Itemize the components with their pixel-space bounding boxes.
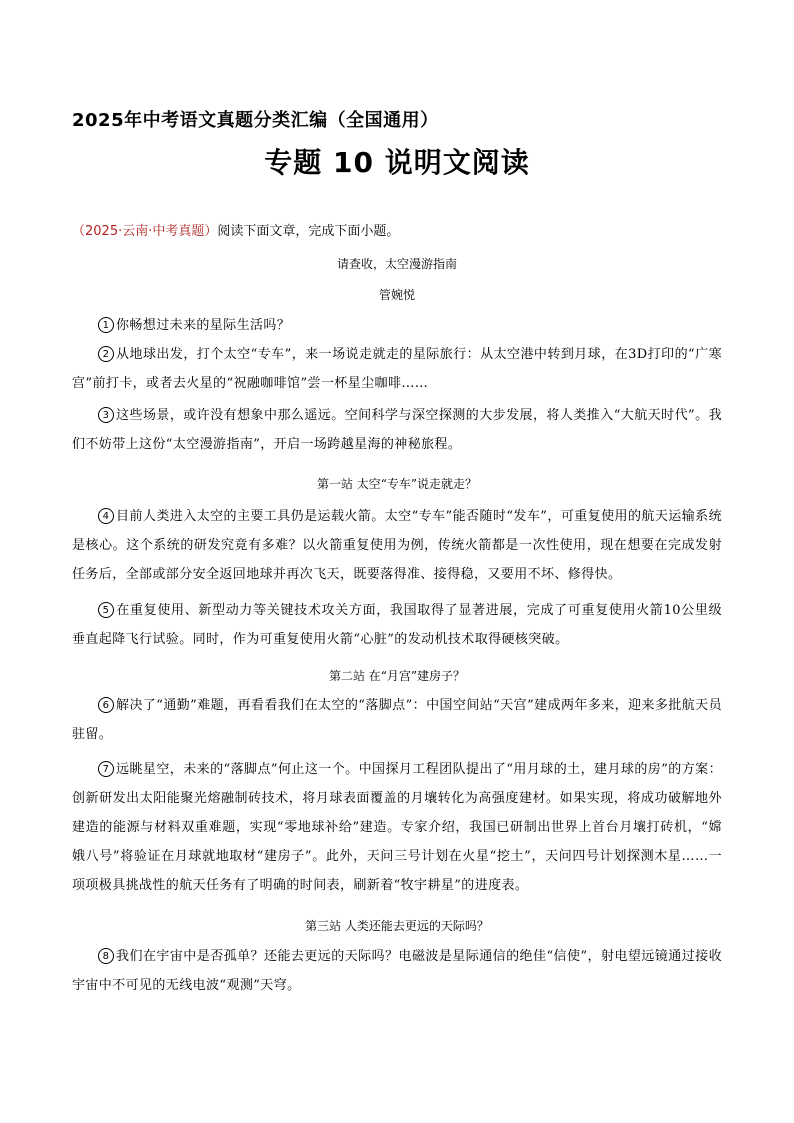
article-paragraph-3 [72, 401, 722, 459]
station-heading-3: 第三站 人类还能去更远的天际吗？ [305, 919, 489, 933]
question-instruction: 阅读下面文章，完成下面小题。 [217, 224, 400, 239]
paragraph-number-badge: 6 [98, 697, 114, 713]
paragraph-number-badge: 8 [98, 948, 114, 964]
article-author: 管婉悦 [378, 288, 415, 302]
paragraph-number-badge: 3 [98, 407, 114, 423]
paragraph-text: 远眺星空，未来的“落脚点”何止这一个。中国探月工程团队提出了“用月球的土，建月球的房”的方案：创新研发出太阳能聚光熔融制砖技术，将月球表面覆盖的月壤转化为高强度建材。如果实现，将成功破解地外建造的能源与材料双重难题，实现“零地球补给”建造。专家介绍，我国已研制出世界上首台月壤打砖机，“嫦娥八号”将验证在月球就地取材“建房子”。此外，天问三号计划在火星“挖土”，天问四号计划探测木星……一项项极具挑战性的航天任务有了明确的时间表，刷新着“牧宇耕星”的进度表。 [72, 762, 722, 893]
paragraph-text: 在重复使用、新型动力等关键技术攻关方面，我国取得了显著进展，完成了可重复使用火箭10公里级垂直起降飞行试验。同时，作为可重复使用火箭“心脏”的发动机技术取得硬核突破。 [72, 603, 722, 647]
article-paragraph-4 [72, 502, 722, 589]
article-paragraph-7 [72, 755, 722, 900]
article-paragraph-2 [72, 340, 722, 398]
paragraph-text: 我们在宇宙中是否孤单？还能去更远的天际吗？电磁波是星际通信的绝佳“信使”，射电望远镜通过接收宇宙中不可见的无线电波“观测”天穹。 [72, 949, 722, 993]
article-paragraph-1 [72, 311, 722, 340]
paragraph-number-badge: 1 [98, 317, 114, 333]
article-title: 请查收，太空漫游指南 [336, 257, 457, 271]
station-heading-1: 第一站 太空“专车”说走就走？ [316, 477, 478, 491]
article-paragraph-5 [72, 596, 722, 654]
question-source-tag: （2025·云南·中考真题） [72, 224, 218, 239]
paragraph-text: 目前人类进入太空的主要工具仍是运载火箭。太空“专车”能否随时“发车”，可重复使用的航天运输系统是核心。这个系统的研发究竟有多难？以火箭重复使用为例，传统火箭都是一次性使用，现在想要在完成发射任务后，全部或部分安全返回地球并再次飞天，既要落得准、接得稳，又要用不坏、修得快。 [72, 509, 722, 582]
document-sub-title: 专题 10 说明文阅读 [264, 146, 530, 179]
paragraph-number-badge: 5 [98, 602, 114, 618]
paragraph-text: 这些场景，或许没有想象中那么遥远。空间科学与深空探测的大步发展，将人类推入“大航天时代”。我们不妨带上这份“太空漫游指南”，开启一场跨越星海的神秘旅程。 [72, 408, 722, 452]
paragraph-number-badge: 4 [98, 508, 114, 524]
paragraph-text: 你畅想过未来的星际生活吗？ [116, 318, 291, 333]
article-paragraph-8 [72, 942, 722, 1000]
paragraph-number-badge: 2 [98, 346, 114, 362]
question-instruction-line [72, 220, 399, 239]
document-main-title: 2025年中考语文真题分类汇编（全国通用） [72, 110, 439, 131]
paragraph-text: 解决了“通勤”难题，再看看我们在太空的“落脚点”：中国空间站“天宫”建成两年多来，迎来多批航天员驻留。 [72, 698, 722, 742]
paragraph-number-badge: 7 [98, 761, 114, 777]
paragraph-text: 从地球出发，打个太空“专车”，来一场说走就走的星际旅行：从太空港中转到月球，在3D打印的“广寒宫”前打卡，或者去火星的“祝融咖啡馆”尝一杯星尘咖啡…… [72, 347, 722, 391]
article-paragraph-6 [72, 691, 722, 749]
station-heading-2: 第二站 在“月宫”建房子？ [328, 669, 466, 683]
